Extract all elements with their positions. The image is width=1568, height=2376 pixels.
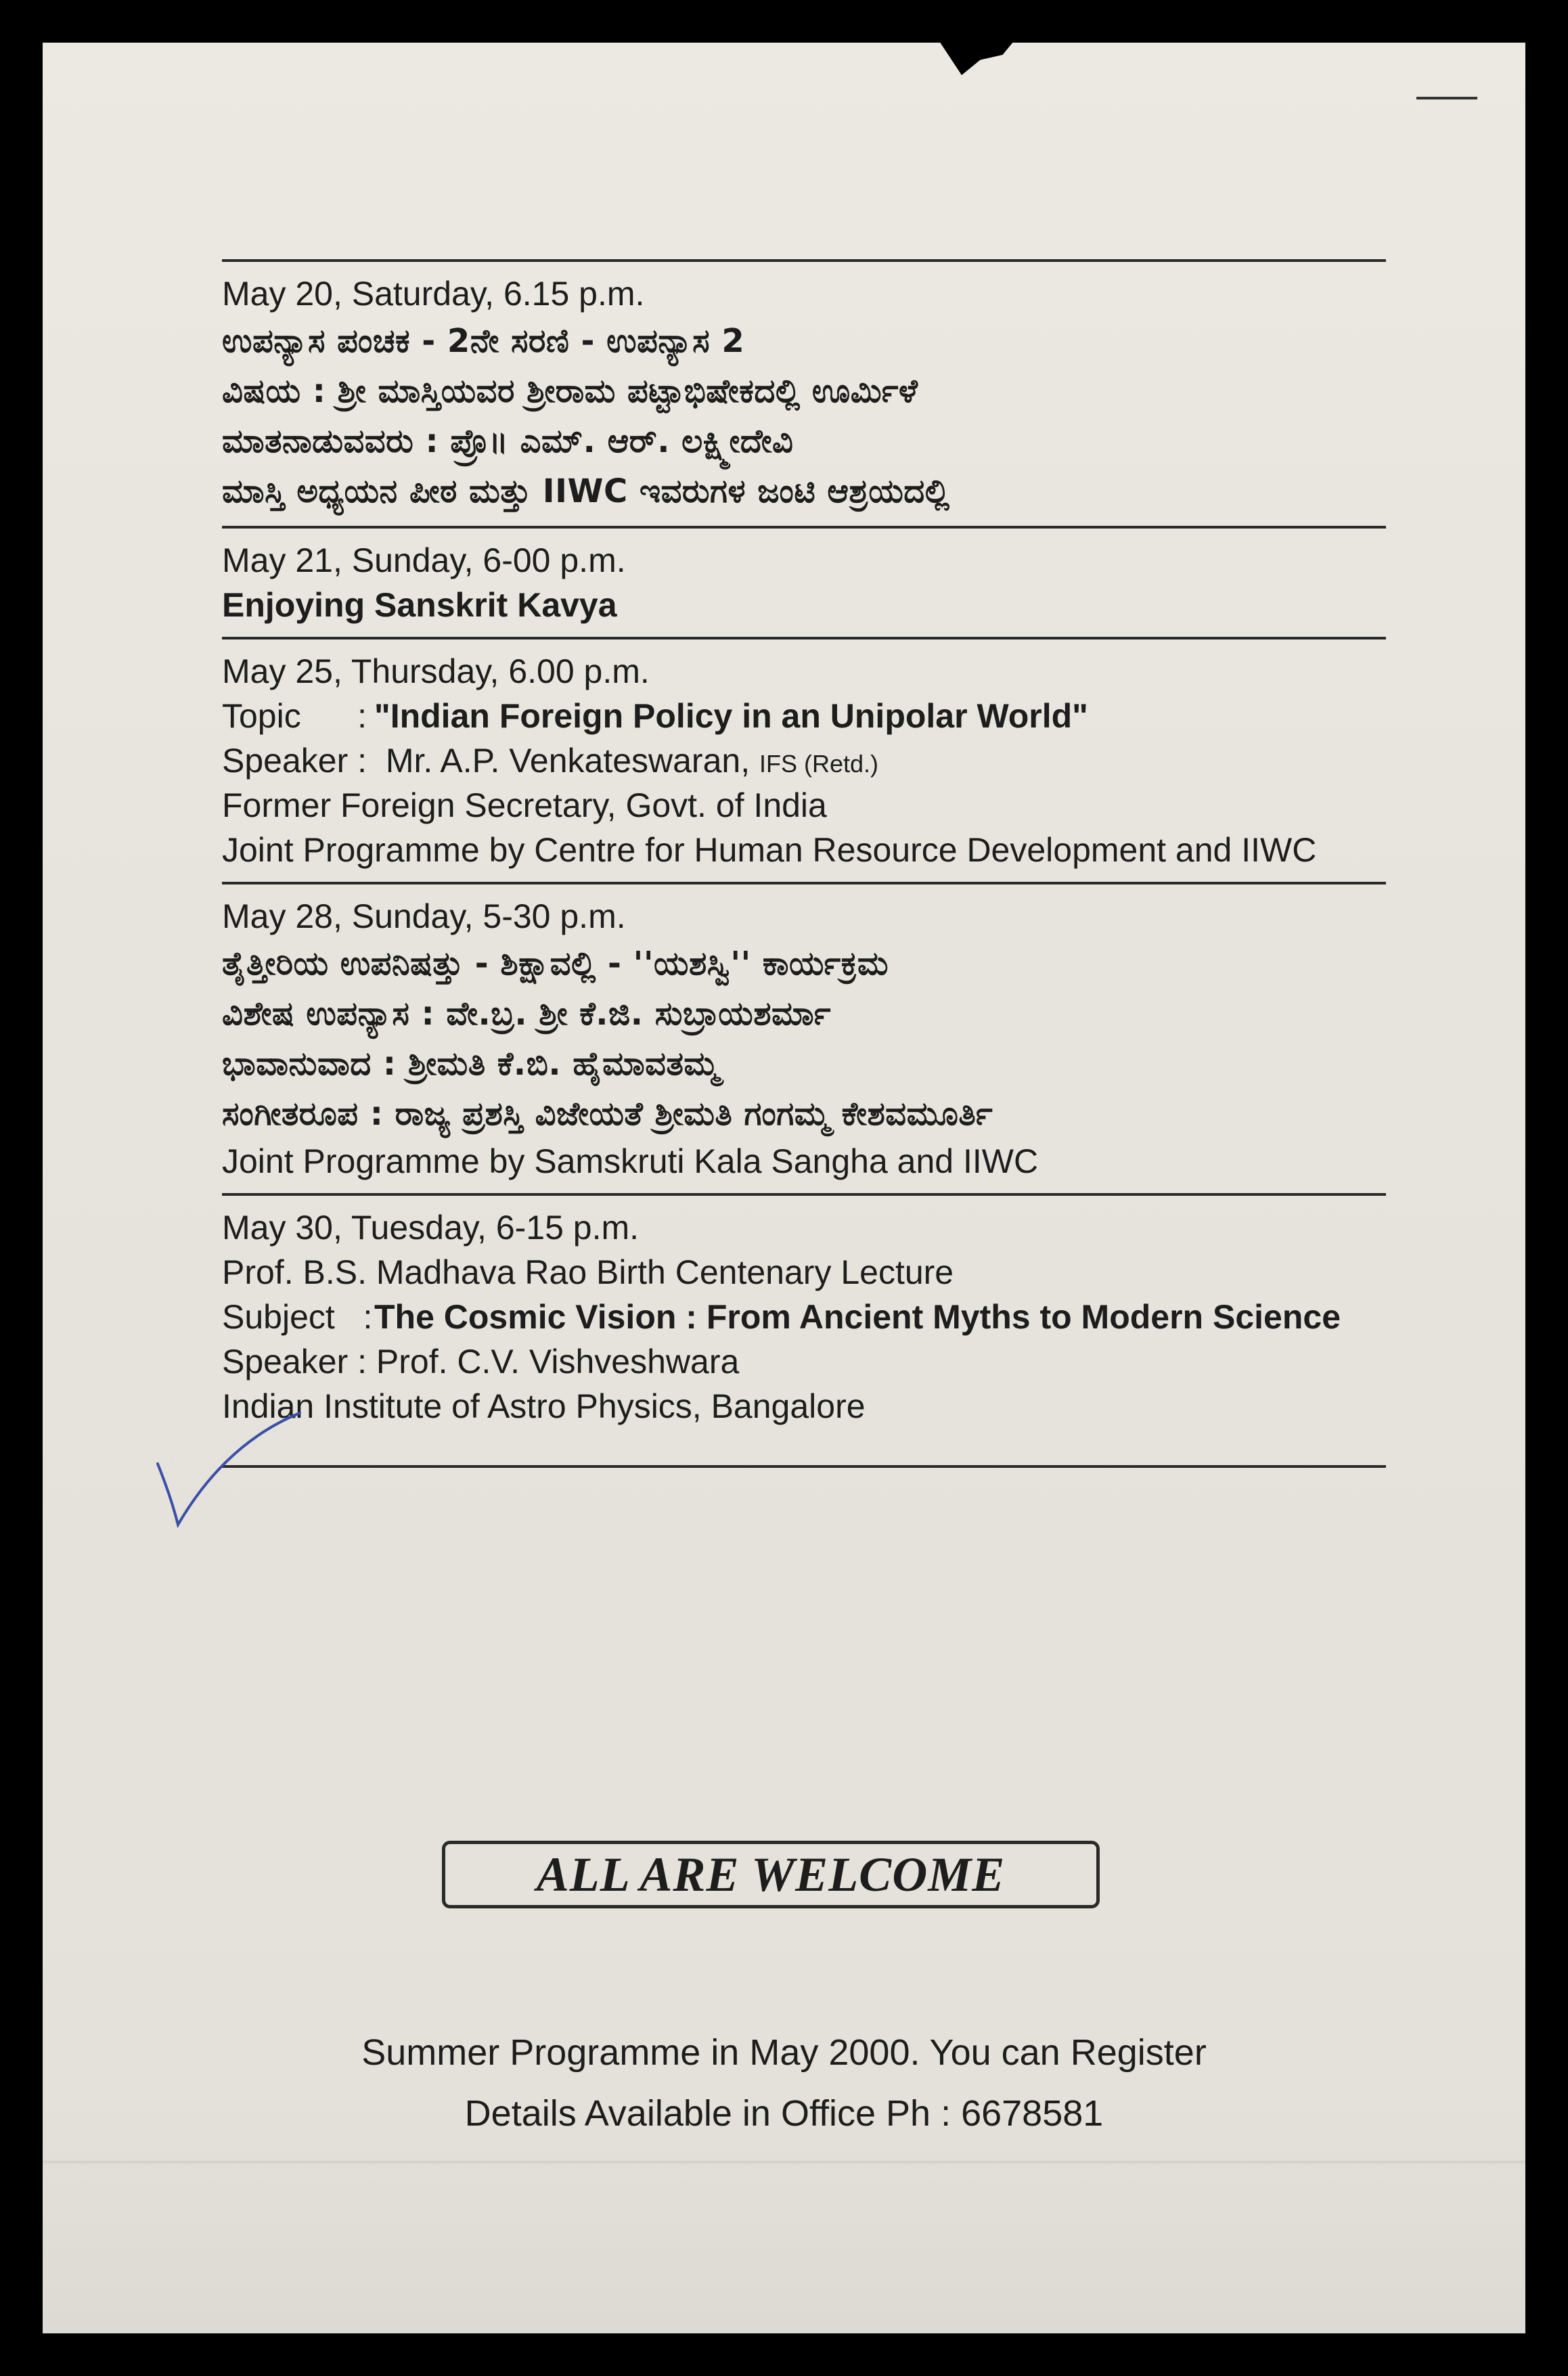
event-may-30 (222, 1196, 1386, 1438)
event-kannada-line: ವಿಶೇಷ ಉಪನ್ಯಾಸ : ವೇ.ಬ್ರ. ಶ್ರೀ ಕೆ.ಜಿ. ಸುಬ್ರಾಯಶರ್ಮಾ (222, 995, 831, 1033)
event-kannada-line: ವಿಷಯ : ಶ್ರೀ ಮಾಸ್ತಿಯವರ ಶ್ರೀರಾಮ ಪಟ್ಟಾಭಿಷೇಕದಲ್ಲಿ ಊರ್ಮಿಳೆ (222, 372, 918, 410)
footer-line-2: Details Available in Office Ph : 6678581 (464, 2093, 1104, 2134)
lecture-title: Prof. B.S. Madhava Rao Birth Centenary Lecture (222, 1253, 954, 1291)
footer-line-1: Summer Programme in May 2000. You can Register (361, 2032, 1207, 2073)
welcome-text: ALL ARE WELCOME (536, 1847, 1006, 1902)
speaker-role: Former Foreign Secretary, Govt. of India (222, 786, 827, 824)
event-may-21 (222, 529, 1386, 637)
topic-label: Topic : (222, 697, 367, 735)
event-title: Enjoying Sanskrit Kavya (222, 586, 617, 624)
event-date: May 25, Thursday, 6.00 p.m. (222, 652, 650, 690)
event-may-28 (222, 884, 1386, 1193)
event-list (222, 259, 1386, 1468)
joint-programme: Joint Programme by Samskruti Kala Sangha and IIWC (222, 1142, 1039, 1180)
event-date: May 20, Saturday, 6.15 p.m. (222, 275, 645, 313)
event-kannada-line: ತೈತ್ತೀರಿಯ ಉಪನಿಷತ್ತು - ಶಿಕ್ಷಾವಲ್ಲಿ - ''ಯಶಸ್ವಿ'' ಕಾರ್ಯಕ್ರಮ (222, 945, 889, 983)
topic-value: "Indian Foreign Policy in an Unipolar World" (374, 697, 1088, 735)
speaker-name: Mr. A.P. Venkateswaran, (385, 742, 751, 780)
subject-row (222, 1295, 1386, 1339)
event-date: May 28, Sunday, 5-30 p.m. (222, 897, 626, 935)
paper-fold (43, 2161, 1525, 2165)
speaker-institute: Indian Institute of Astro Physics, Bangalore (222, 1387, 866, 1425)
event-may-20 (222, 262, 1386, 526)
speaker-row (222, 738, 1386, 783)
joint-programme: Joint Programme by Centre for Human Resource Development and IIWC (222, 831, 1317, 869)
torn-notch (939, 41, 1014, 75)
subject-label: Subject : (222, 1298, 373, 1336)
event-date: May 30, Tuesday, 6-15 p.m. (222, 1209, 640, 1247)
speaker-line: Speaker : Prof. C.V. Vishveshwara (222, 1343, 740, 1381)
flyer-page (43, 43, 1525, 2333)
speaker-suffix: IFS (Retd.) (759, 750, 879, 778)
event-kannada-line: ಉಪನ್ಯಾಸ ಪಂಚಕ - 2ನೇ ಸರಣಿ - ಉಪನ್ಯಾಸ 2 (222, 322, 745, 360)
speaker-label: Speaker : (222, 742, 367, 780)
event-kannada-line: ಭಾವಾನುವಾದ : ಶ್ರೀಮತಿ ಕೆ.ಬಿ. ಹೈಮಾವತಮ್ಮ (222, 1045, 720, 1083)
corner-mark (1416, 97, 1477, 99)
event-date: May 21, Sunday, 6-00 p.m. (222, 541, 626, 579)
subject-value: The Cosmic Vision : From Ancient Myths to Modern Science (374, 1298, 1341, 1336)
divider (222, 1465, 1386, 1468)
event-kannada-line: ಮಾಸ್ತಿ ಅಧ್ಯಯನ ಪೀಠ ಮತ್ತು IIWC ಇವರುಗಳ ಜಂಟಿ ಆಶ್ರಯದಲ್ಲಿ (222, 472, 950, 510)
pen-checkmark-icon (110, 1362, 313, 1565)
event-kannada-line: ಸಂಗೀತರೂಪ : ರಾಜ್ಯ ಪ್ರಶಸ್ತಿ ವಿಜೇಯತೆ ಶ್ರೀಮತಿ ಗಂಗಮ್ಮ ಕೇಶವಮೂರ್ತಿ (222, 1095, 993, 1133)
topic-row (222, 694, 1386, 738)
welcome-box (442, 1841, 1100, 1908)
event-kannada-line: ಮಾತನಾಡುವವರು : ಪ್ರೊ॥ ಎಮ್. ಆರ್. ಲಕ್ಷ್ಮೀದೇವಿ (222, 422, 794, 460)
event-may-25 (222, 640, 1386, 882)
